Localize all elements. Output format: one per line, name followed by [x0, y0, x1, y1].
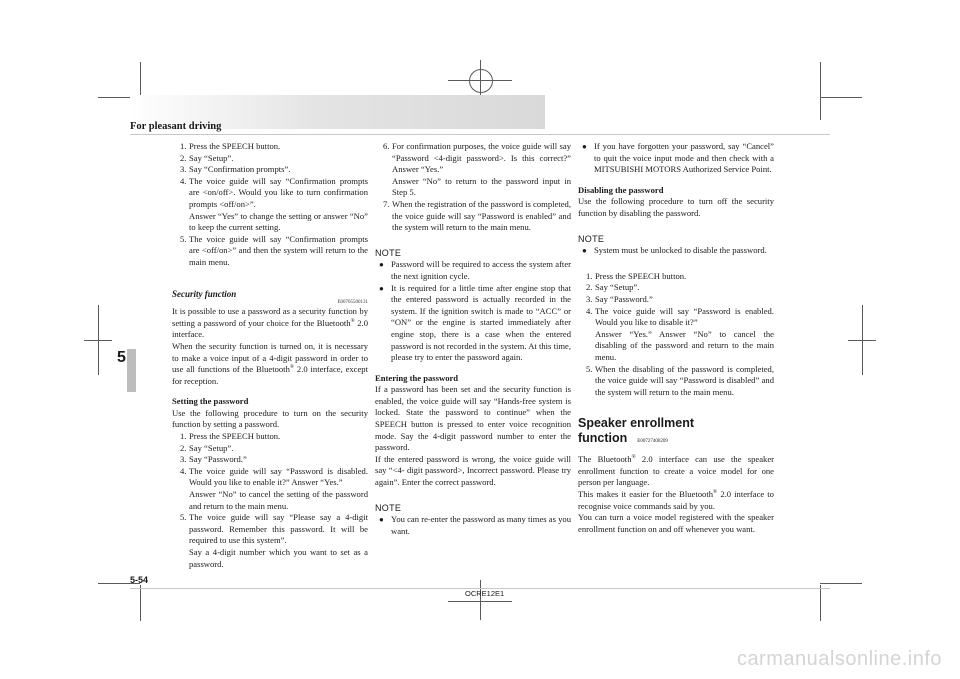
crop-mark [140, 585, 141, 621]
crop-mark [480, 580, 481, 620]
column-right [578, 141, 774, 535]
paragraph: This makes it easier for the Bluetooth® 2.0 interface to recognise voice commands said by you. [578, 489, 774, 511]
bullet-icon: ● [379, 515, 384, 525]
crop-mark [820, 583, 862, 584]
paragraph: It is possible to use a password as a security function by setting a password of your choice for the Bluetooth® 2.0 interface. [172, 306, 368, 340]
paragraph: Use the following procedure to turn on the security function by setting a password. [172, 407, 368, 430]
page-header-title: For pleasant driving [130, 121, 222, 132]
column-middle [375, 141, 571, 537]
paragraph: When the security function is turned on, it is necessary to make a voice input of a 4-digit password in order to use all functions of the Bluetooth® 2.0 interface, except for reception. [172, 340, 368, 386]
subsection-title-entering: Entering the password [375, 372, 459, 383]
step-item: 3. Say “Password.” [586, 293, 653, 304]
step-item: 3. Say “Password.” [180, 454, 247, 465]
disabling-steps [578, 271, 774, 399]
step-item: 3. Say “Confirmation prompts”. [180, 164, 291, 175]
note-item: ● Password will be required to access the system after the next ignition cycle. [379, 259, 571, 281]
paragraph: If the entered password is wrong, the voice guide will say “<4- digit password>, Incorrect password. Please try again”. Enter the correct password. [375, 453, 571, 488]
crop-mark [848, 340, 876, 341]
setting-steps [172, 431, 368, 570]
section-title-speaker: Speaker enrollment function E00727400209 [578, 416, 695, 446]
step-item: 1. Press the SPEECH button. [586, 270, 687, 281]
paragraph: You can turn a voice model registered with the speaker enrollment function on and off whenever you want. [578, 512, 774, 534]
bullet-icon: ● [379, 260, 384, 270]
registration-mark [469, 69, 493, 93]
crop-mark [820, 97, 862, 98]
page-number: 5-54 [130, 575, 149, 585]
chapter-number: 5 [117, 349, 126, 366]
section-title-security: Security function [172, 288, 237, 299]
crop-mark [448, 601, 512, 602]
paragraph: Use the following procedure to turn off the security function by disabling the password. [578, 196, 774, 218]
watermark: carmanualsonline.info [736, 648, 942, 670]
note-label: NOTE [578, 233, 605, 244]
step-item: 5. When the disabling of the password is completed, the voice guide will say “Password is disabled” and the system will return to the main menu. [586, 363, 774, 397]
step-item: 1. Press the SPEECH button. [180, 431, 281, 442]
bullet-icon: ● [582, 142, 587, 151]
bullet-icon: ● [582, 246, 587, 256]
crop-mark [820, 585, 821, 621]
section-code: E00727400209 [637, 439, 668, 445]
footer-code: OCRE12E1 [465, 589, 505, 598]
step-item: 1. Press the SPEECH button. [180, 141, 281, 151]
step-item: 6. For confirmation purposes, the voice guide will say “Password <4-digit password>. Is this correct?” Answer “Yes.” Answer “No” to return to the password input in Step 5. [383, 141, 571, 198]
subsection-title-setting: Setting the password [172, 396, 249, 407]
step-item: 4. The voice guide will say “Password is disabled. Would you like to enable it?” Answer “Yes.” Answer “No” to cancel the setting of the password and return to the main menu. [180, 465, 368, 511]
note-item: ● System must be unlocked to disable the password. [582, 245, 767, 256]
header-rule [130, 134, 830, 135]
step-item: 5. The voice guide will say “Confirmation prompts are <off/on>” and then the system will return to the main menu. [180, 233, 368, 267]
paragraph: The Bluetooth® 2.0 interface can use the speaker enrollment function to create a voice model for one person per language. [578, 454, 775, 488]
confirmation-steps [172, 141, 368, 269]
column-left [172, 141, 368, 570]
note-item: ● You can re-enter the password as many times as you want. [379, 514, 571, 536]
note-item: ● If you have forgotten your password, say “Cancel” to quit the voice input mode and then check with a MITSUBISHI MOTORS Authorized Service Point. [582, 141, 774, 175]
note-label: NOTE [375, 247, 402, 258]
step-item: 4. The voice guide will say “Confirmation prompts are <on/off>. Would you like to turn confirmation prompts <off/on>”. Answer “Yes” to change the setting or answer “No” to keep the current setting. [180, 175, 368, 233]
step-item: 2. Say “Setup”. [180, 442, 234, 453]
paragraph: If a password has been set and the security function is enabled, the voice guide will say “Hands-free system is locked. State the password to continue” when the SPEECH button is pressed to enter voice recognition mode. Say the 4-digit password number to enter the password. [375, 384, 571, 453]
step-item: 4. The voice guide will say “Password is enabled. Would you like to disable it?” Answer “Yes.” Answer “No” to cancel the disabling of the password and return to the main menu. [586, 305, 774, 362]
chapter-tab [127, 349, 136, 392]
step-item: 5. The voice guide will say “Please say a 4-digit password. Remember this password. It will be required to use this system”. Say a 4-digit number which you want to set as a password. [180, 512, 368, 569]
step-item: 2. Say “Setup”. [586, 282, 640, 293]
note-item: ● It is required for a little time after engine stop that the entered password is actually recorded in the system. If the ignition switch is made to “ACC” or “ON” or the engine is started immediately after engine stop, there is a case when the entered password is not recorded in the system. At this time, please try to enter the password again. [379, 282, 571, 363]
section-code: E00705500131 [337, 300, 368, 306]
step-item: 2. Say “Setup”. [180, 152, 234, 163]
crop-mark [84, 340, 112, 341]
note-label: NOTE [375, 502, 402, 513]
subsection-title-disabling: Disabling the password [578, 184, 664, 195]
crop-mark [820, 62, 821, 120]
step-item: 7. When the registration of the password is completed, the voice guide will say “Password is enabled” and the system will return to the main menu. [383, 198, 571, 233]
bullet-icon: ● [379, 283, 384, 293]
